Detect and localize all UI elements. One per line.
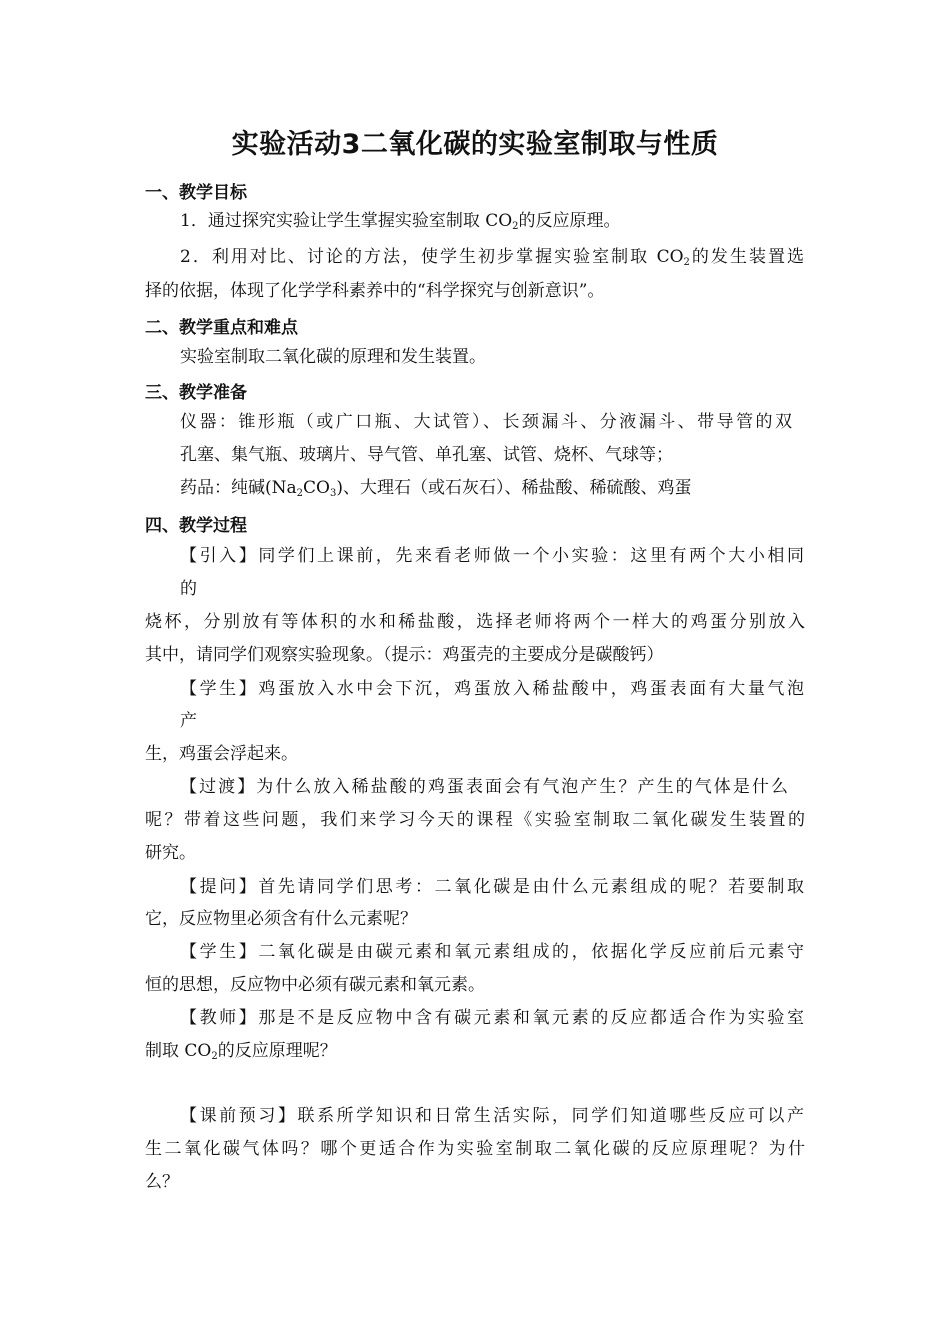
student-2-line-2: 恒的思想，反应物中必须有碳元素和氧元素。 — [145, 975, 485, 995]
intro-line-4: 其中，请同学们观察实验现象。（提示：鸡蛋壳的主要成分是碳酸钙） — [145, 645, 664, 665]
section-heading-goals: 一、教学目标 — [145, 183, 247, 203]
intro-line-2: 的 — [180, 579, 197, 599]
question-line-2: 它，反应物里必须含有什么元素呢？ — [145, 909, 417, 929]
question-line-1: 【提问】首先请同学们思考：二氧化碳是由什么元素组成的呢？若要制取 — [180, 877, 804, 897]
goal-1: 1．通过探究实验让学生掌握实验室制取 $CO_2$的反应原理。 — [180, 211, 621, 232]
section-heading-process: 四、教学过程 — [145, 516, 247, 536]
prep-reagents: 药品：纯碱$(Na_2CO_3)$、大理石（或石灰石）、稀盐酸、稀硫酸、鸡蛋 — [180, 478, 692, 499]
goal-2-line-2: 择的依据，体现了化学学科素养中的“科学探究与创新意识”。 — [145, 281, 605, 301]
intro-line-1: 【引入】同学们上课前，先来看老师做一个小实验：这里有两个大小相同 — [180, 546, 804, 566]
teacher-line-2: 制取 $CO_2$的反应原理呢？ — [145, 1041, 337, 1062]
student-1-line-2: 产 — [180, 711, 197, 731]
section-heading-prep: 三、教学准备 — [145, 383, 247, 403]
preview-line-1: 【课前预习】联系所学知识和日常生活实际，同学们知道哪些反应可以产 — [180, 1106, 804, 1126]
student-1-line-1: 【学生】鸡蛋放入水中会下沉，鸡蛋放入稀盐酸中，鸡蛋表面有大量气泡 — [180, 679, 804, 699]
prep-instruments-line-1: 仪器：锥形瓶（或广口瓶、大试管）、长颈漏斗、分液漏斗、带导管的双 — [180, 412, 792, 432]
prep-instruments-line-2: 孔塞、集气瓶、玻璃片、导气管、单孔塞、试管、烧杯、气球等； — [180, 445, 673, 465]
transition-line-3: 研究。 — [145, 843, 196, 863]
focus-text: 实验室制取二氧化碳的原理和发生装置。 — [180, 347, 486, 367]
preview-line-3: 么？ — [145, 1172, 179, 1192]
goal-2-line-1: 2．利用对比、讨论的方法，使学生初步掌握实验室制取 $CO_2$的发生装置选 — [180, 247, 804, 268]
document-title: 实验活动3二氧化碳的实验室制取与性质 — [231, 129, 719, 160]
intro-line-3: 烧杯，分别放有等体积的水和稀盐酸，选择老师将两个一样大的鸡蛋分别放入 — [145, 612, 805, 632]
preview-line-2: 生二氧化碳气体吗？哪个更适合作为实验室制取二氧化碳的反应原理呢？为什 — [145, 1139, 805, 1159]
section-heading-focus: 二、教学重点和难点 — [145, 318, 298, 338]
teacher-line-1: 【教师】那是不是反应物中含有碳元素和氧元素的反应都适合作为实验室 — [180, 1008, 804, 1028]
transition-line-1: 【过渡】为什么放入稀盐酸的鸡蛋表面会有气泡产生？产生的气体是什么 — [180, 777, 788, 797]
student-2-line-1: 【学生】二氧化碳是由碳元素和氧元素组成的，依据化学反应前后元素守 — [180, 942, 804, 962]
student-1-line-3: 生，鸡蛋会浮起来。 — [145, 744, 298, 764]
transition-line-2: 呢？带着这些问题，我们来学习今天的课程《实验室制取二氧化碳发生装置的 — [145, 810, 805, 830]
